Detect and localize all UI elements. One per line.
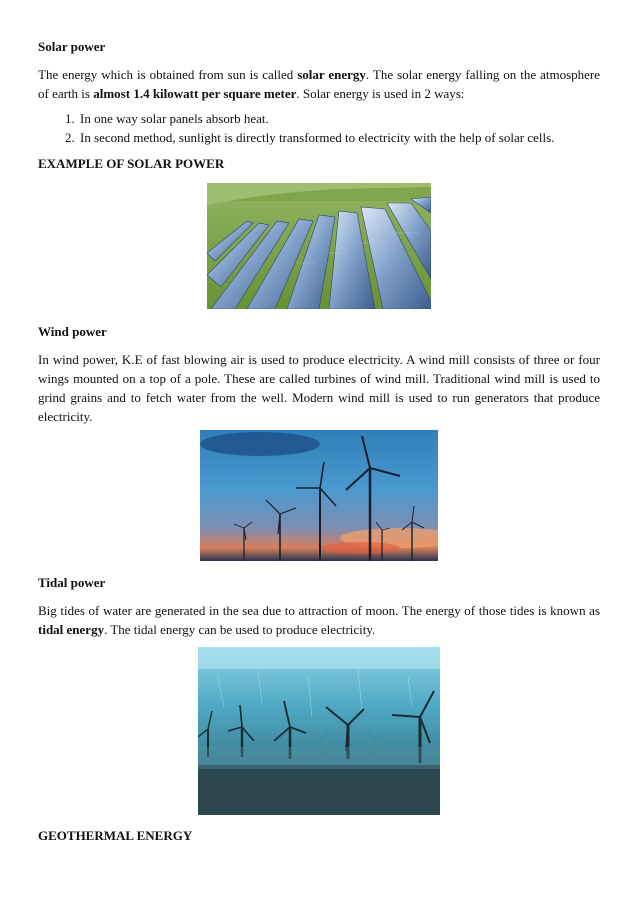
solar-panels-image [207, 183, 431, 309]
tidal-bold: tidal energy [38, 622, 105, 637]
tidal-text-1: Big tides of water are generated in the sea due to attraction of moon. The energy of those tides is known as [38, 603, 600, 618]
solar-text-3: . Solar energy is used in 2 ways: [296, 86, 465, 101]
geothermal-heading: GEOTHERMAL ENERGY [38, 828, 193, 843]
solar-bold-1: solar energy [297, 67, 366, 82]
list-item: 1. In one way solar panels absorb heat. [78, 109, 638, 128]
solar-uses-list [38, 109, 638, 147]
tidal-paragraph [38, 601, 600, 639]
solar-text-2: . The solar energy falling on the atmosphere of earth is [38, 67, 600, 101]
solar-text-1: The energy which is obtained from sun is called [38, 67, 298, 82]
wind-turbines-image [200, 430, 438, 561]
solar-bold-2: almost 1.4 kilowatt per square meter [93, 86, 297, 101]
tidal-heading: Tidal power [38, 575, 106, 590]
tidal-turbines-image [198, 647, 440, 815]
wind-paragraph: In wind power, K.E of fast blowing air is used to produce electricity. A wind mill consists of three or four wings mounted on a top of a pole. These are called turbines of wind mill. Traditional wind mill is used to grind grains and to fetch water from the well. Modern wind mill is used to run generators that produce electricity. [38, 352, 600, 424]
solar-heading: Solar power [38, 39, 106, 54]
solar-paragraph [38, 65, 600, 103]
tidal-text-2: . The tidal energy can be used to produce electricity. [104, 622, 376, 637]
list-item: 2. In second method, sunlight is directly transformed to electricity with the help of solar cells. [78, 128, 638, 147]
wind-heading: Wind power [38, 324, 107, 339]
solar-example-heading: EXAMPLE OF SOLAR POWER [38, 156, 225, 171]
